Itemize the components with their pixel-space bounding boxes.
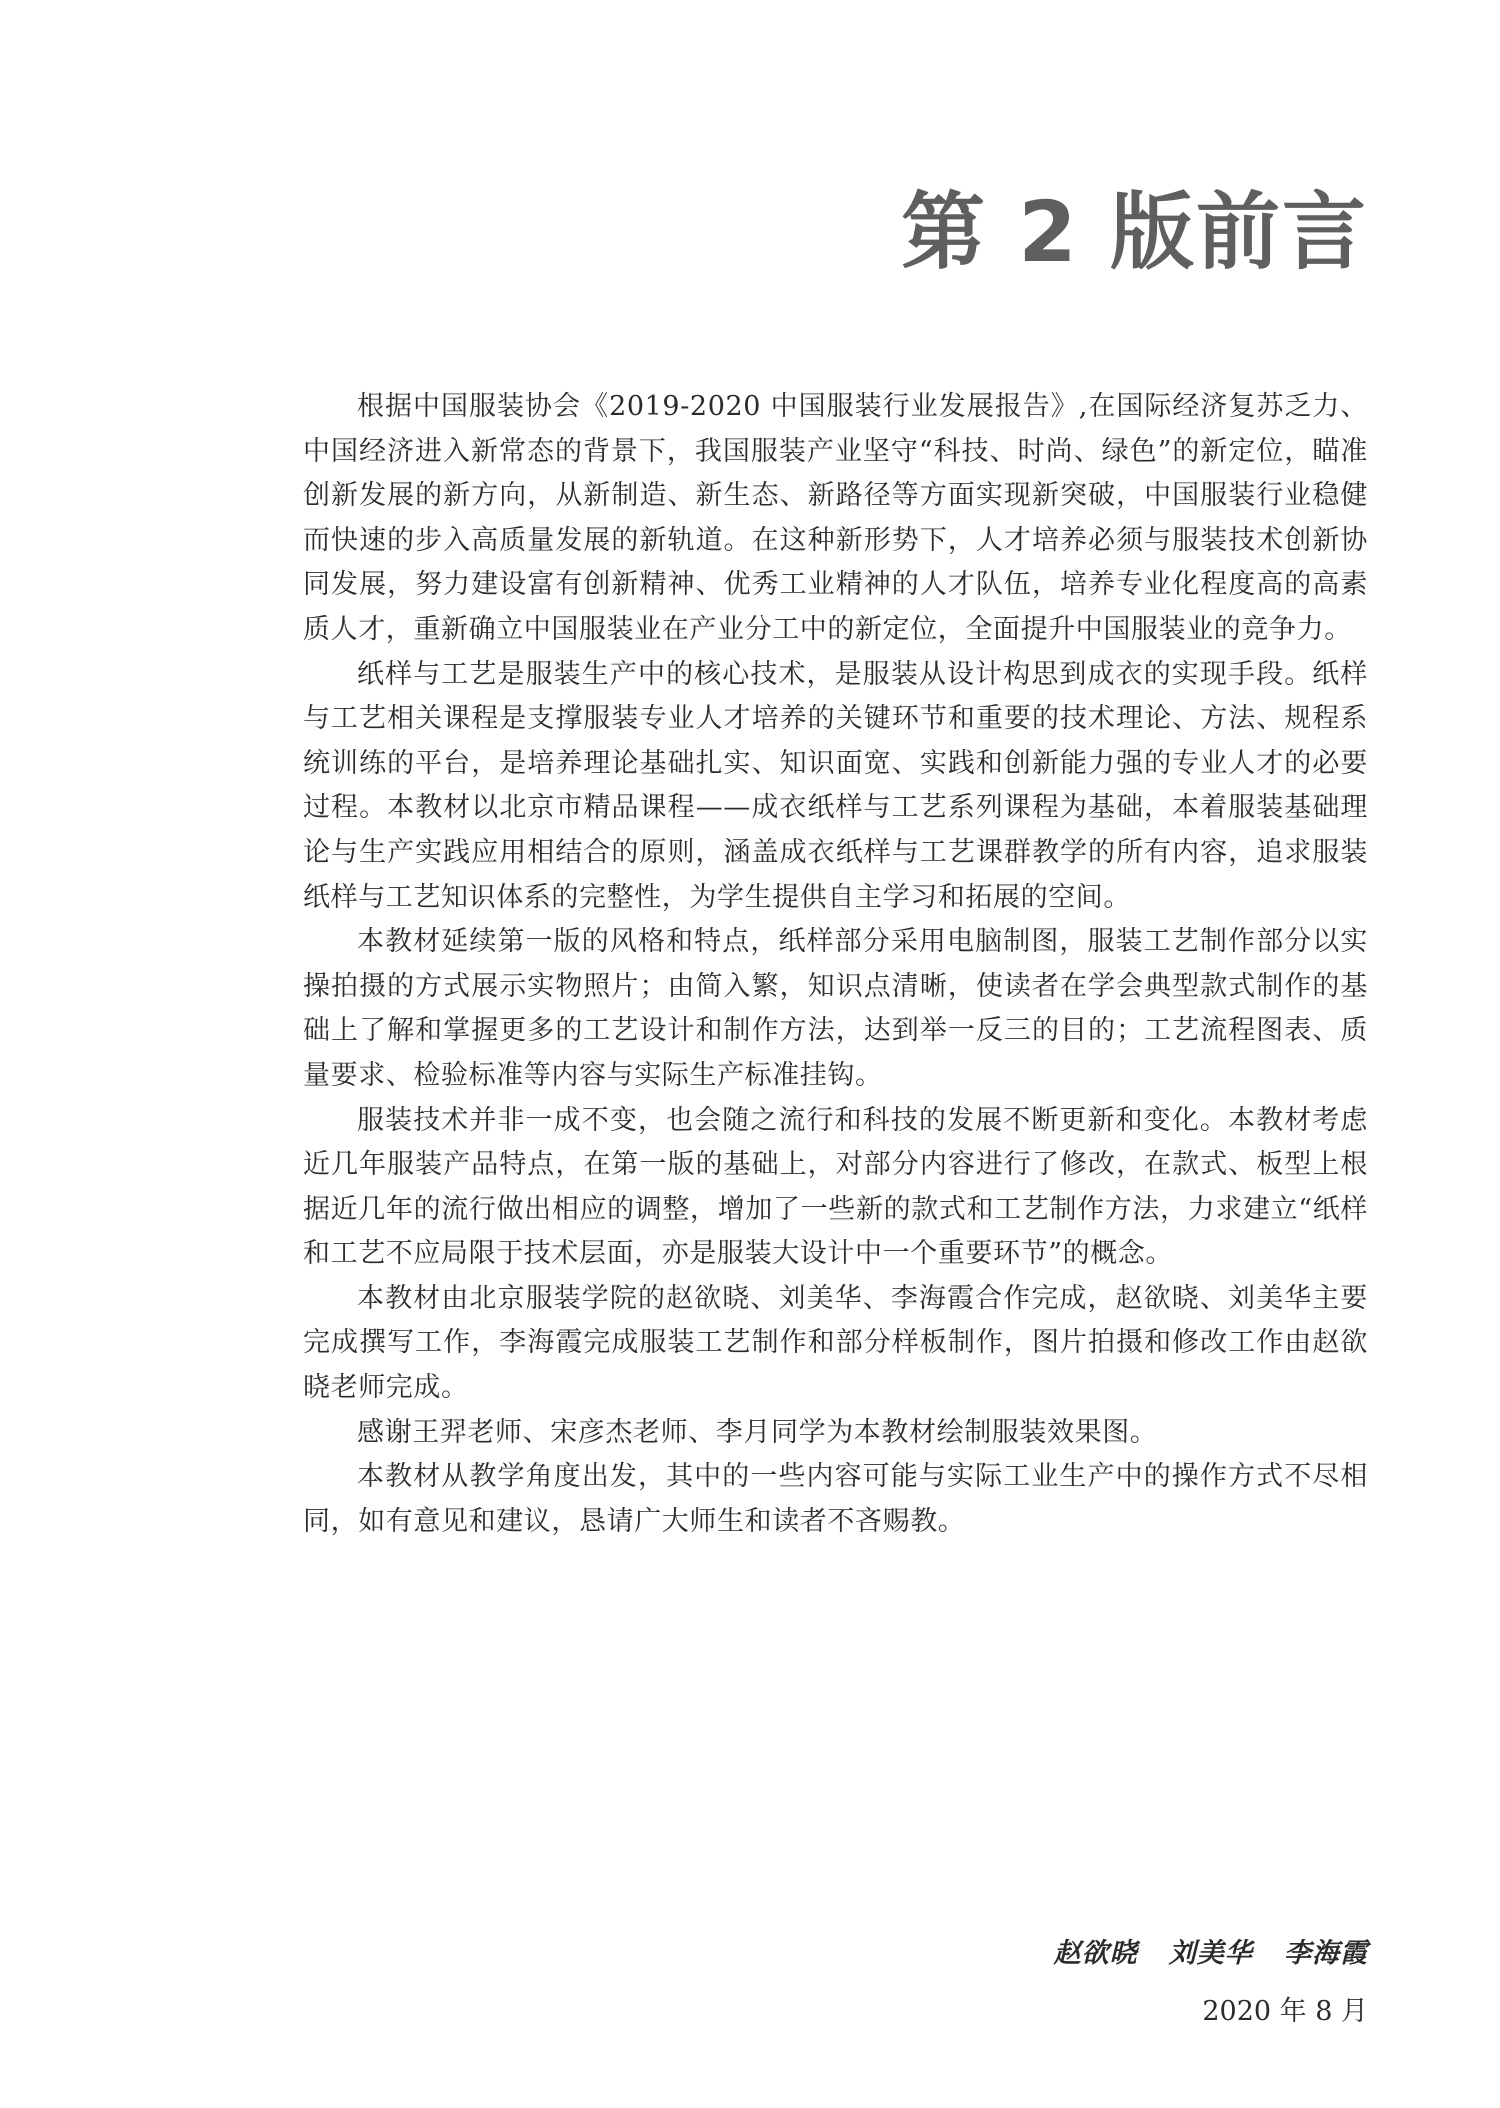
paragraph: 服装技术并非一成不变，也会随之流行和科技的发展不断更新和变化。本教材考虑近几年服装产品特点，在第一版的基础上，对部分内容进行了修改，在款式、板型上根据近几年的流行做出相应的调整，增加了一些新的款式和工艺制作方法，力求建立“纸样和工艺不应局限于技术层面，亦是服装大设计中一个重要环节”的概念。 (303, 1104, 1368, 1270)
page-title: 第 2 版前言 (901, 183, 1368, 281)
preface-body (303, 385, 1368, 1544)
paragraph: 根据中国服装协会《2019-2020 中国服装行业发展报告》,在国际经济复苏乏力、中国经济进入新常态的背景下，我国服装产业坚守“科技、时尚、绿色”的新定位，瞄准创新发展的新方向，从新制造、新生态、新路径等方面实现新突破，中国服装行业稳健而快速的步入高质量发展的新轨道。在这种新形势下，人才培养必须与服装技术创新协同发展，努力建设富有创新精神、优秀工业精神的人才队伍，培养专业化程度高的高素质人才，重新确立中国服装业在产业分工中的新定位，全面提升中国服装业的竞争力。 (303, 391, 1368, 645)
paragraph: 本教材由北京服装学院的赵欲晓、刘美华、李海霞合作完成，赵欲晓、刘美华主要完成撰写工作，李海霞完成服装工艺制作和部分样板制作，图片拍摄和修改工作由赵欲晓老师完成。 (303, 1282, 1368, 1404)
paragraph: 纸样与工艺是服装生产中的核心技术，是服装从设计构思到成衣的实现手段。纸样与工艺相关课程是支撑服装专业人才培养的关键环节和重要的技术理论、方法、规程系统训练的平台，是培养理论基础扎实、知识面宽、实践和创新能力强的专业人才的必要过程。本教材以北京市精品课程——成衣纸样与工艺系列课程为基础，本着服装基础理论与生产实践应用相结合的原则，涵盖成衣纸样与工艺课群教学的所有内容，追求服装纸样与工艺知识体系的完整性，为学生提供自主学习和拓展的空间。 (303, 658, 1368, 913)
signature-date: 2020 年 8 月 (1202, 1996, 1368, 2027)
paragraph: 本教材延续第一版的风格和特点，纸样部分采用电脑制图，服装工艺制作部分以实操拍摄的方式展示实物照片；由简入繁，知识点清晰，使读者在学会典型款式制作的基础上了解和掌握更多的工艺设计和制作方法，达到举一反三的目的；工艺流程图表、质量要求、检验标准等内容与实际生产标准挂钩。 (303, 926, 1368, 1091)
signature-block (1054, 1932, 1368, 2034)
paragraph: 本教材从教学角度出发，其中的一些内容可能与实际工业生产中的操作方式不尽相同，如有意见和建议，恳请广大师生和读者不吝赐教。 (303, 1461, 1368, 1537)
author-names: 赵欲晓 刘美华 李海霞 (1053, 1938, 1368, 1969)
paragraph: 感谢王羿老师、宋彦杰老师、李月同学为本教材绘制服装效果图。 (357, 1416, 1158, 1448)
